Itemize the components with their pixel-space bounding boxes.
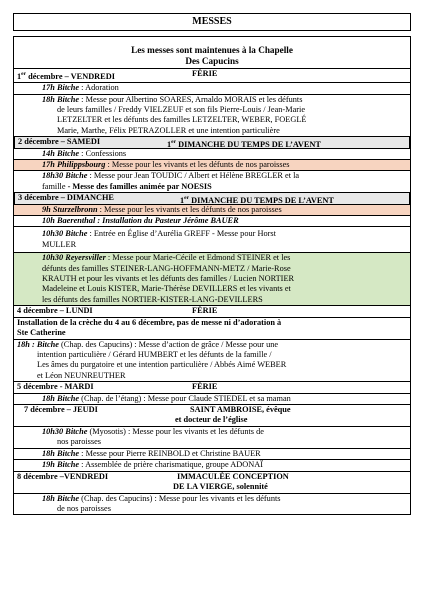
entry-text: : Entrée en Église d’Aurélia GREFF - Messe pour Horst bbox=[87, 229, 276, 239]
entry-continuation: Madeleine et Louis KISTER, Marie-Thérèse DEVILLERS et les vivants et bbox=[42, 284, 291, 294]
mass-entry bbox=[14, 83, 410, 94]
entry-continuation-text: famille bbox=[42, 181, 68, 191]
entry-time-place: 18h30 Bitche bbox=[42, 171, 88, 181]
day-celebration bbox=[173, 471, 289, 492]
mass-entry bbox=[14, 95, 410, 138]
day-date: décembre – VENDREDI bbox=[26, 71, 115, 81]
entry-time-place: 18h Bitche bbox=[42, 448, 80, 458]
day-header-dec-3 bbox=[14, 192, 410, 204]
ordinal-suffix: er bbox=[171, 139, 177, 146]
mass-entry bbox=[14, 171, 410, 193]
entry-text: : Messe pour les vivants et les défunts de nos paroisses bbox=[97, 204, 282, 214]
mass-schedule-table bbox=[13, 36, 411, 515]
day-celebration: FÉRIE bbox=[192, 69, 218, 78]
entry-time-place: 18h Bitche bbox=[42, 94, 80, 104]
entry-continuation: Marie, Marthe, Félix PETRAZOLLER et une intention particulière bbox=[57, 125, 280, 135]
entry-text: : Assemblée de prière charismatique, groupe ADONAÏ bbox=[79, 460, 263, 470]
page-title: MESSES bbox=[13, 13, 411, 31]
entry-continuation: Les âmes du purgatoire et une intention particulière / Abbés Aimé WEBER bbox=[37, 360, 287, 370]
celebration-line-1: SAINT AMBROISE, évêque bbox=[190, 404, 291, 414]
entry-time-place: 10h30 Reyersviller bbox=[42, 253, 106, 263]
entry-continuation: MULLER bbox=[42, 239, 77, 249]
entry-time-place: 10h30 Bitche bbox=[42, 229, 88, 239]
entry-continuation: LETZELTER et les défunts des familles LETZELTER, WEBER, FOEGLÉ bbox=[57, 115, 307, 125]
entry-text: : Confessions bbox=[79, 148, 127, 158]
entry-text: : Messe pour Jean TOUDIC / Albert et Hélène BREGLER et la bbox=[87, 171, 300, 181]
entry-continuation bbox=[42, 182, 410, 192]
entry-text: : Messe pour les vivants et les défunts de nos paroisses bbox=[105, 160, 290, 170]
celebration-text: DIMANCHE DU TEMPS DE L’AVENT bbox=[189, 196, 334, 205]
day-header-dec-4 bbox=[14, 306, 410, 317]
notice-continuation: Ste Catherine bbox=[17, 328, 66, 338]
entry-continuation: intention particulière / Gérard HUMBERT et les défunts de la famille / bbox=[37, 349, 272, 359]
entry-continuation: les défunts des familles NORTIER-KISTER-LANG-DEVILLERS bbox=[42, 294, 263, 304]
entry-time-place: 18h : Bitche bbox=[17, 339, 59, 349]
mass-entry bbox=[14, 216, 410, 227]
entry-text: : Messe pour Marie-Cécile et Edmond STEINER et les bbox=[105, 253, 291, 263]
entry-time-place: 19h Bitche bbox=[42, 460, 80, 470]
celebration-line-2: DE LA VIERGE, solennité bbox=[173, 481, 268, 491]
day-number: 1 bbox=[180, 196, 185, 205]
entry-continuation: KRAUTH et pour les vivants et les défunts des familles / Lucien NORTIER bbox=[42, 274, 295, 284]
day-celebration: FÉRIE bbox=[192, 382, 218, 392]
entry-time-place: 9h Sturzelbronn bbox=[42, 204, 98, 214]
day-date: 3 décembre – DIMANCHE bbox=[18, 193, 114, 203]
ordinal-suffix: er bbox=[184, 195, 190, 202]
entry-text: (Chap. de l’étang) : Messe pour Claude STIEDEL et sa maman bbox=[79, 393, 291, 403]
entry-text: : Adoration bbox=[79, 83, 119, 93]
mass-entry bbox=[14, 427, 410, 449]
entry-time-place: 10h30 Bitche bbox=[42, 426, 88, 436]
entry-continuation: défunts des familles STEINER-LANG-HOFFMANN-METZ / Marie-Rose bbox=[42, 263, 291, 273]
entry-text: : Messe pour Albertino SOARES, Arnaldo MORAIS et les défunts bbox=[79, 94, 303, 104]
entry-time-place: 17h Bitche bbox=[42, 83, 80, 93]
mass-entry bbox=[14, 205, 410, 216]
mass-entry bbox=[14, 494, 410, 515]
entry-continuation: de nos paroisses bbox=[57, 503, 111, 513]
day-number: 1 bbox=[167, 139, 172, 149]
ordinal-suffix: er bbox=[21, 71, 27, 77]
day-date: 4 décembre – LUNDI bbox=[17, 306, 93, 316]
mass-entry bbox=[14, 253, 410, 306]
day-date: 8 décembre –VENDREDI bbox=[17, 471, 109, 481]
mass-entry bbox=[14, 449, 410, 460]
entry-time-place: 18h Bitche bbox=[42, 393, 80, 403]
day-header-dec-2 bbox=[14, 136, 410, 148]
mass-entry bbox=[14, 340, 410, 383]
day-header-dec-7 bbox=[14, 405, 410, 427]
day-date: 5 décembre - MARDI bbox=[17, 382, 94, 392]
celebration-line-2: et docteur de l’église bbox=[175, 414, 248, 424]
entry-time-place: 14h Bitche bbox=[42, 148, 80, 158]
celebration-text: DIMANCHE DU TEMPS DE L’AVENT bbox=[176, 139, 321, 149]
entry-text: (Chap. des Capucins) : Messe pour les vivants et les défunts bbox=[79, 493, 281, 503]
mass-entry bbox=[14, 149, 410, 160]
entry-time-place: 17h Philippsbourg bbox=[42, 160, 106, 170]
celebration-line-1: IMMACULÉE CONCEPTION bbox=[177, 471, 289, 481]
day-header-dec-5 bbox=[14, 382, 410, 393]
entry-highlight: - Messe des familles animée par NOESIS bbox=[67, 181, 212, 191]
entry-text: : Messe pour Pierre REINBOLD et Christine BAUER bbox=[79, 448, 261, 458]
mass-entry bbox=[14, 460, 410, 471]
entry-time-place: 10h Baerenthal : Installation du Pasteur Jérôme BAUER bbox=[42, 216, 239, 226]
day-celebration bbox=[175, 404, 291, 425]
day-date: 7 décembre – JEUDI bbox=[24, 404, 98, 414]
entry-time-place: 18h Bitche bbox=[42, 493, 80, 503]
notice-text: Installation de la crèche du 4 au 6 décembre, pas de messe ni d’adoration à bbox=[17, 317, 282, 327]
entry-text: (Myosotis) : Messe pour les vivants et les défunts de bbox=[87, 426, 264, 436]
intro-notice bbox=[14, 37, 410, 69]
intro-line-2: Des Capucins bbox=[185, 55, 239, 66]
entry-text: (Chap. des Capucins) : Messe d’action de grâce / Messe pour une bbox=[58, 339, 279, 349]
day-number: 1 bbox=[17, 71, 22, 81]
entry-continuation: nos paroisses bbox=[57, 437, 102, 447]
day-celebration: FÉRIE bbox=[192, 306, 218, 316]
notice-entry bbox=[14, 318, 410, 340]
intro-line-1: Les messes sont maintenues à la Chapelle bbox=[131, 45, 293, 55]
mass-entry bbox=[14, 227, 410, 253]
day-header-dec-1 bbox=[14, 69, 410, 83]
mass-entry bbox=[14, 160, 410, 171]
mass-entry bbox=[14, 394, 410, 405]
entry-continuation: de leurs familles / Freddy VIELZEUF et son fils Pierre-Louis / Jean-Marie bbox=[57, 104, 306, 114]
day-date: 2 décembre – SAMEDI bbox=[18, 137, 101, 147]
page bbox=[13, 13, 411, 515]
day-header-dec-8 bbox=[14, 472, 410, 494]
entry-continuation: et Léon NEUNREUTHER bbox=[37, 370, 126, 380]
